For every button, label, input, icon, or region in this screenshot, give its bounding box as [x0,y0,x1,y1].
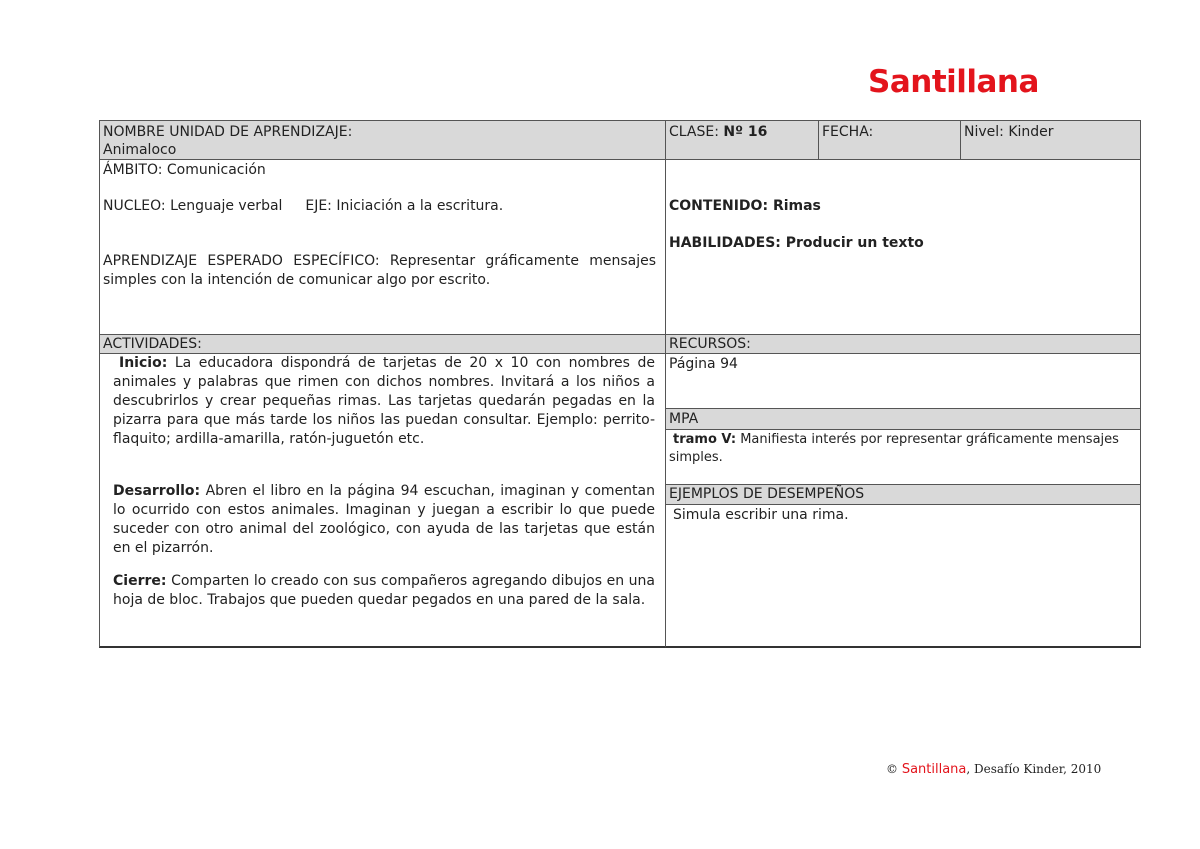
actividades-body [99,353,666,648]
footer-rest: , Desafío Kinder, 2010 [966,762,1102,776]
fecha-cell [818,120,961,160]
habilidades-value: Producir un texto [785,235,924,251]
nivel-cell [960,120,1141,160]
footer-copyright [886,762,1101,777]
unit-name-label: NOMBRE UNIDAD DE APRENDIZAJE: [103,124,353,140]
unit-name-value: Animaloco [103,142,177,158]
ejemplos-header [665,484,1141,505]
lesson-plan-table [99,120,1141,648]
nivel-label: Nivel: Kinder [964,124,1054,140]
recursos-header-label: RECURSOS: [669,336,751,352]
ejemplos-header-label: EJEMPLOS DE DESEMPEÑOS [669,486,865,502]
info-left-cell [99,159,666,335]
mpa-header [665,408,1141,430]
aprendizaje-text: APRENDIZAJE ESPERADO ESPECÍFICO: Representar gráficamente mensajes simples con la intención de comunicar algo por escrito. [103,253,656,288]
recursos-value: Página 94 [669,356,738,372]
ejemplos-body [665,504,1141,648]
desarrollo-paragraph [113,482,655,558]
mpa-header-label: MPA [669,411,699,427]
nucleo-text: NUCLEO: Lenguaje verbal [103,198,283,214]
contenido-line [669,197,821,216]
nucleo-eje-line [103,197,503,216]
footer-brand: Santillana [901,762,967,777]
cierre-text: Comparten lo creado con sus compañeros agregando dibujos en una hoja de bloc. Trabajos que pueden quedar pegados en una pared de la sala. [113,573,655,608]
tramo-label: tramo V: [673,432,737,447]
contenido-label: CONTENIDO: [669,198,769,214]
actividades-header [99,334,666,354]
habilidades-line [669,234,924,253]
inicio-text: La educadora dispondrá de tarjetas de 20 x 10 con nombres de animales y palabras que rimen con dichos nombres. Invitará a los niños a descubrirlos y crear pequeñas rimas. Las tarjetas quedarán pegadas en la pizarra para que más tarde los niños las puedan consultar. Ejemplo: perrito-flaquito; ardilla-amarilla, ratón-juguetón etc. [113,355,655,447]
desarrollo-label: Desarrollo: [113,483,201,499]
inicio-label: Inicio: [119,355,168,371]
cierre-label: Cierre: [113,573,167,589]
recursos-body [665,353,1141,409]
fecha-label: FECHA: [822,124,874,140]
ejemplos-value: Simula escribir una rima. [673,507,849,523]
inicio-paragraph [113,354,655,449]
mpa-body [665,429,1141,485]
clase-cell [665,120,819,160]
santillana-logo: Santillana [868,64,1039,100]
clase-value: Nº 16 [723,124,768,140]
habilidades-label: HABILIDADES: [669,235,781,251]
tramo-text: Manifiesta interés por representar gráficamente mensajes simples. [669,432,1119,465]
desarrollo-text: Abren el libro en la página 94 escuchan, imaginan y comentan lo ocurrido con estos animales. Imaginan y juegan a escribir lo que puede suceder con otro animal del zoológico, con ayuda de las tarjetas que están en el pizarrón. [113,483,655,556]
recursos-header [665,334,1141,354]
actividades-header-label: ACTIVIDADES: [103,336,202,352]
cierre-paragraph [113,572,655,610]
info-right-cell [665,159,1141,335]
clase-label: CLASE: [669,124,719,140]
ambito-text: ÁMBITO: Comunicación [103,162,266,178]
unit-name-cell [99,120,666,160]
contenido-value: Rimas [772,198,821,214]
eje-text: EJE: Iniciación a la escritura. [305,198,504,214]
copyright-symbol: © [886,762,898,776]
